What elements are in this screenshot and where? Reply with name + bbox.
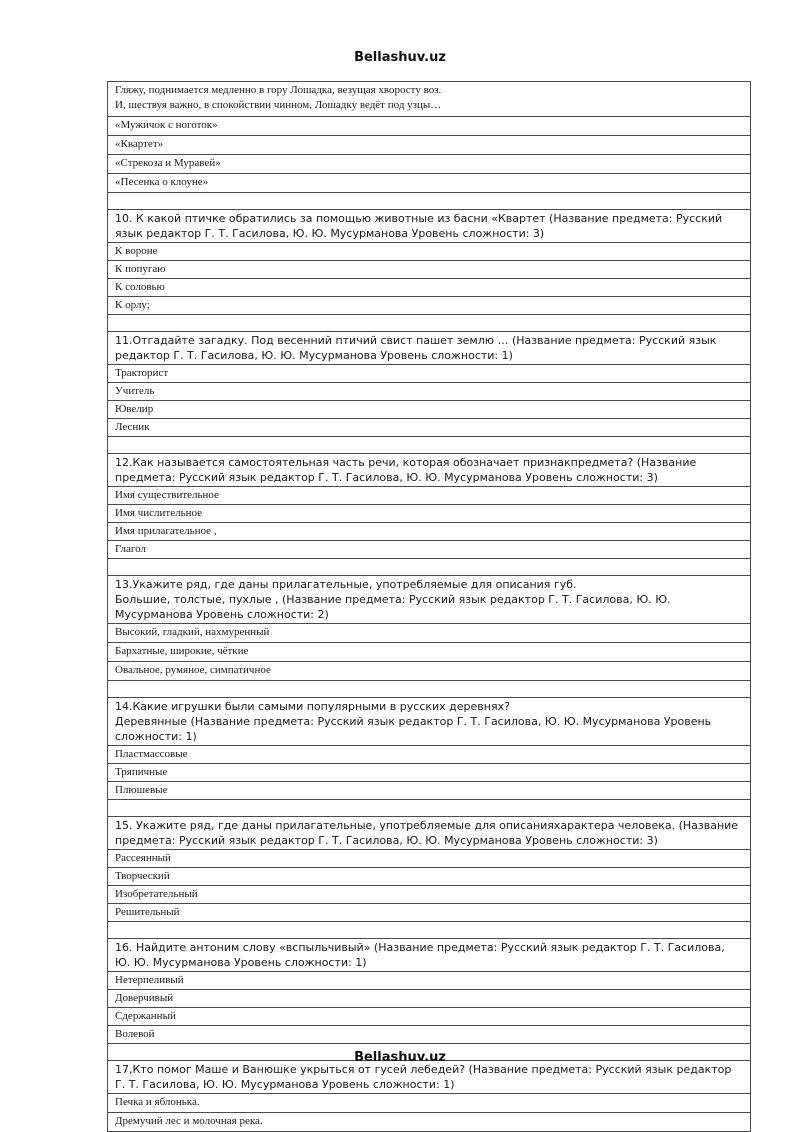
empty-row [108, 315, 751, 332]
table-row [108, 82, 751, 117]
quiz-table [107, 81, 751, 1132]
question-line: Деревянные (Название предмета: Русский язык редактор Г. Т. Гасилова, Ю. Ю. Мусурманова Уровень сложности: 1) [115, 715, 712, 743]
answer-option: Плюшевые [108, 782, 751, 800]
answer-option: «Стрекоза и Муравей» [108, 155, 751, 174]
answer-option: К орлу; [108, 297, 751, 315]
answer-option: К соловью [108, 279, 751, 297]
page-header: Bellashuv.uz [354, 50, 446, 65]
answer-option: Имя прилагательное , [108, 523, 751, 541]
answer-option: К попугаю [108, 261, 751, 279]
empty-row [108, 681, 751, 698]
question-text [108, 576, 751, 624]
answer-option: Тракторист [108, 365, 751, 383]
question-line: Большие, толстые, пухлые , (Название предмета: Русский язык редактор Г. Т. Гасилова, Ю. Ю. Мусурманова Уровень сложности: 2) [115, 593, 671, 621]
answer-option: Учитель [108, 383, 751, 401]
intro-line: И, шествуя важно, в спокойствии чинном, Лошадку ведёт под узцы… [115, 99, 442, 111]
answer-option: Пластмассовые [108, 746, 751, 764]
empty-row [108, 193, 751, 210]
answer-option: Овальное, румяное, симпатичное [108, 662, 751, 681]
answer-option: Изобретательный [108, 886, 751, 904]
answer-option: Высокий, гладкий, нахмуренный [108, 624, 751, 643]
empty-row [108, 437, 751, 454]
answer-option: Решительный [108, 904, 751, 922]
answer-option: Творческий [108, 868, 751, 886]
answer-option: Лесник [108, 419, 751, 437]
answer-option: Имя числительное [108, 505, 751, 523]
answer-option: Нетерпеливый [108, 972, 751, 990]
answer-option: Волевой [108, 1026, 751, 1044]
answer-option: «Квартет» [108, 136, 751, 155]
answer-option: Печка и яблонька. [108, 1094, 751, 1113]
answer-option: Рассеянный [108, 850, 751, 868]
question-text: 10. К какой птичке обратились за помощью животные из басни «Квартет (Название предмета: Русский язык редактор Г. Т. Гасилова, Ю. Ю. Мусурманова Уровень сложности: 3) [108, 210, 751, 243]
answer-option: Дремучий лес и молочная река. [108, 1113, 751, 1132]
answer-option: Бархатные, широкие, чёткие [108, 643, 751, 662]
question-line: 13.Укажите ряд, где даны прилагательные, употребляемые для описания губ. [115, 578, 577, 591]
question-text [108, 698, 751, 746]
empty-row [108, 922, 751, 939]
answer-option: Сдержанный [108, 1008, 751, 1026]
page-footer: Bellashuv.uz [354, 1050, 446, 1065]
question-text: 12.Как называется самостоятельная часть речи, которая обозначает признакпредмета? (Название предмета: Русский язык редактор Г. Т. Гасилова, Ю. Ю. Мусурманова Уровень сложности: 3) [108, 454, 751, 487]
question-line: 14.Какие игрушки были самыми популярными в русских деревнях? [115, 700, 510, 713]
answer-option: «Песенка о клоуне» [108, 174, 751, 193]
question-text: 16. Найдите антоним слову «вспыльчивый» (Название предмета: Русский язык редактор Г. Т. Гасилова, Ю. Ю. Мусурманова Уровень сложности: 1) [108, 939, 751, 972]
answer-option: Тряпичные [108, 764, 751, 782]
answer-option: Глагол [108, 541, 751, 559]
answer-option: «Мужичок с ноготок» [108, 117, 751, 136]
empty-row [108, 800, 751, 817]
answer-option: К вороне [108, 243, 751, 261]
answer-option: Доверчивый [108, 990, 751, 1008]
intro-poem [108, 82, 751, 117]
question-text: 11.Отгадайте загадку. Под весенний птичий свист пашет землю … (Название предмета: Русский язык редактор Г. Т. Гасилова, Ю. Ю. Мусурманова Уровень сложности: 1) [108, 332, 751, 365]
answer-option: Имя существительное [108, 487, 751, 505]
question-text: 15. Укажите ряд, где даны прилагательные, употребляемые для описанияхарактера человека. (Название предмета: Русский язык редактор Г. Т. Гасилова, Ю. Ю. Мусурманова Уровень сложности: 3) [108, 817, 751, 850]
answer-option: Ювелир [108, 401, 751, 419]
intro-line: Гляжу, поднимается медленно в гору Лошадка, везущая хворосту воз. [115, 84, 442, 96]
question-text: 17,Кто помог Маше и Ванюшке укрыться от гусей лебедей? (Название предмета: Русский язык редактор Г. Т. Гасилова, Ю. Ю. Мусурманова Уровень сложности: 1) [108, 1061, 751, 1094]
empty-row [108, 559, 751, 576]
